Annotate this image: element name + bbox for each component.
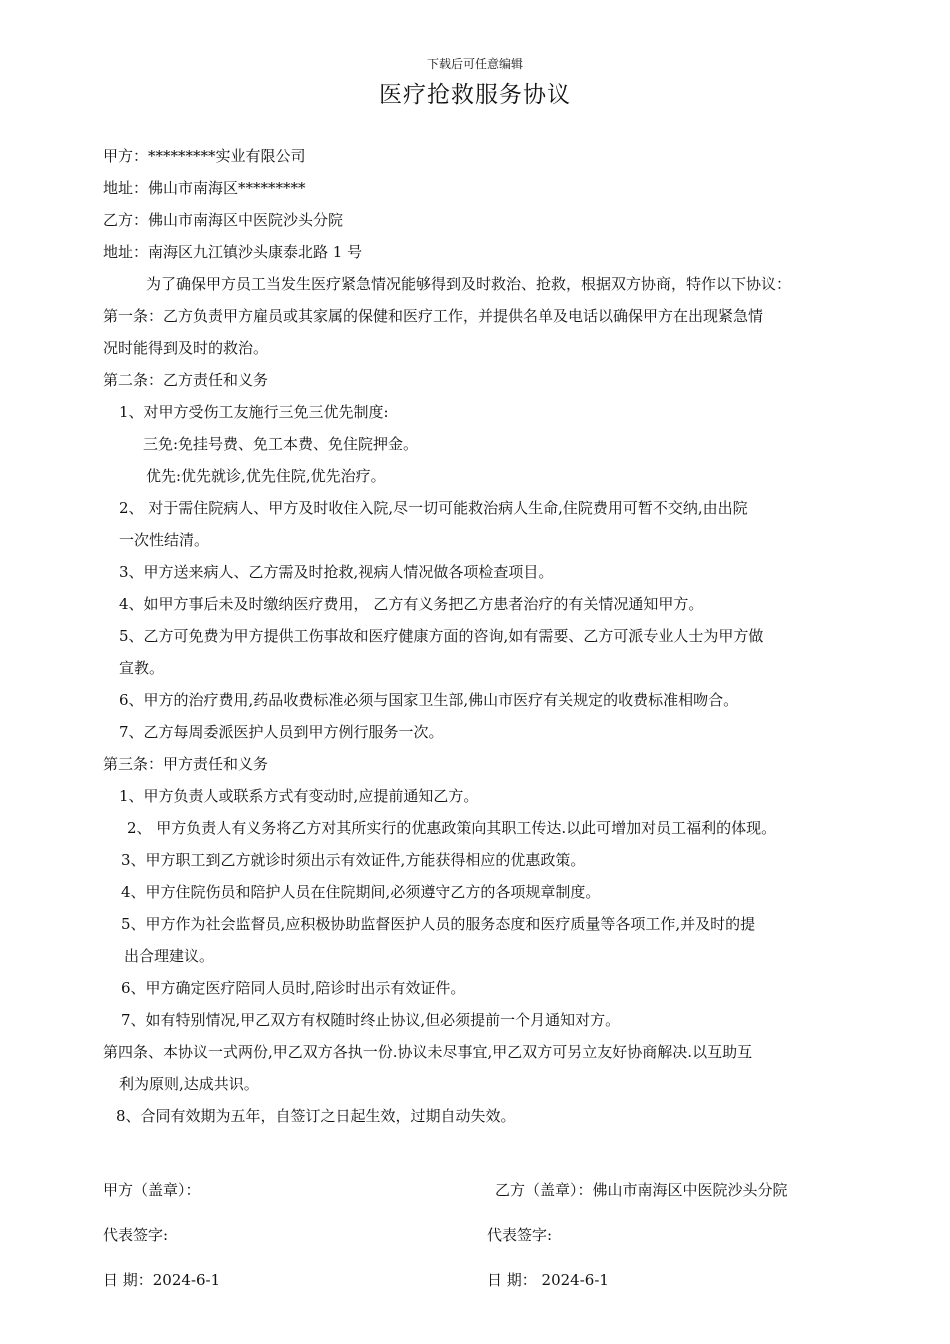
article-2-item-3: 3、甲方送来病人、乙方需及时抢救,视病人情况做各项检查项目。 bbox=[119, 563, 554, 581]
article-3-item-1: 1、甲方负责人或联系方式有变动时,应提前通知乙方。 bbox=[119, 787, 479, 805]
party-a-date: 日 期：2024-6-1 bbox=[103, 1271, 221, 1289]
article-1-cont: 况时能得到及时的救治。 bbox=[103, 339, 269, 357]
article-2-item-5: 5、乙方可免费为甲方提供工伤事故和医疗健康方面的咨询,如有需要、乙方可派专业人士为甲方做 bbox=[119, 627, 764, 645]
article-3-heading: 第三条：甲方责任和义务 bbox=[103, 755, 269, 773]
article-1: 第一条：乙方负责甲方雇员或其家属的保健和医疗工作，并提供名单及电话以确保甲方在出现紧急情 bbox=[103, 307, 764, 325]
article-2-item-4: 4、如甲方事后未及时缴纳医疗费用， 乙方有义务把乙方患者治疗的有关情况通知甲方。 bbox=[119, 595, 704, 613]
validity-clause: 8、合同有效期为五年，自签订之日起生效，过期自动失效。 bbox=[116, 1107, 516, 1125]
article-3-item-5: 5、甲方作为社会监督员,应积极协助监督医护人员的服务态度和医疗质量等各项工作,并及时的提 bbox=[121, 915, 756, 933]
article-4-cont: 利为原则,达成共识。 bbox=[119, 1075, 259, 1093]
party-a-address: 地址：佛山市南海区********* bbox=[103, 179, 306, 197]
article-3-item-5-cont: 出合理建议。 bbox=[124, 947, 215, 965]
party-a-seal: 甲方（盖章）： bbox=[103, 1181, 201, 1199]
article-3-item-4: 4、甲方住院伤员和陪护人员在住院期间,必须遵守乙方的各项规章制度。 bbox=[121, 883, 601, 901]
article-2-item-7: 7、乙方每周委派医护人员到甲方例行服务一次。 bbox=[119, 723, 444, 741]
article-2-heading: 第二条：乙方责任和义务 bbox=[103, 371, 269, 389]
article-3-item-3: 3、甲方职工到乙方就诊时须出示有效证件,方能获得相应的优惠政策。 bbox=[121, 851, 586, 869]
article-3-item-2: 2、 甲方负责人有义务将乙方对其所实行的优惠政策向其职工传达.以此可增加对员工福利的体现。 bbox=[127, 819, 777, 837]
article-2-item-6: 6、甲方的治疗费用,药品收费标准必须与国家卫生部,佛山市医疗有关规定的收费标准相吻合。 bbox=[119, 691, 739, 709]
article-2-item-2-cont: 一次性结清。 bbox=[119, 531, 210, 549]
article-2-item-2: 2、 对于需住院病人、甲方及时收住入院,尽一切可能救治病人生命,住院费用可暂不交纳,由出院 bbox=[119, 499, 748, 517]
party-b-date: 日 期： 2024-6-1 bbox=[487, 1271, 609, 1289]
party-b-representative: 代表签字: bbox=[487, 1226, 553, 1244]
party-a-representative: 代表签字: bbox=[103, 1226, 169, 1244]
preamble: 为了确保甲方员工当发生医疗紧急情况能够得到及时救治、抢救，根据双方协商，特作以下协议： bbox=[146, 275, 792, 293]
party-b-address: 地址：南海区九江镇沙头康泰北路 1 号 bbox=[103, 243, 363, 261]
document-title: 医疗抢救服务协议 bbox=[379, 82, 571, 108]
article-2-item-5-cont: 宣教。 bbox=[119, 659, 165, 677]
article-2-item-1-sub-2: 优先:优先就诊,优先住院,优先治疗。 bbox=[146, 467, 386, 485]
header-note: 下载后可任意编辑 bbox=[426, 57, 523, 71]
article-2-item-1-sub-1: 三免:免挂号费、免工本费、免住院押金。 bbox=[143, 435, 419, 453]
article-4: 第四条、本协议一式两份,甲乙双方各执一份.协议未尽事宜,甲乙双方可另立友好协商解决.以互助互 bbox=[103, 1043, 753, 1061]
article-3-item-7: 7、如有特别情况,甲乙双方有权随时终止协议,但必须提前一个月通知对方。 bbox=[121, 1011, 621, 1029]
article-3-item-6: 6、甲方确定医疗陪同人员时,陪诊时出示有效证件。 bbox=[121, 979, 466, 997]
party-b-seal: 乙方（盖章）：佛山市南海区中医院沙头分院 bbox=[495, 1181, 788, 1199]
article-2-item-1: 1、对甲方受伤工友施行三免三优先制度: bbox=[119, 403, 389, 421]
party-a-name: 甲方：*********实业有限公司 bbox=[103, 147, 306, 165]
party-b-name: 乙方：佛山市南海区中医院沙头分院 bbox=[103, 211, 344, 229]
